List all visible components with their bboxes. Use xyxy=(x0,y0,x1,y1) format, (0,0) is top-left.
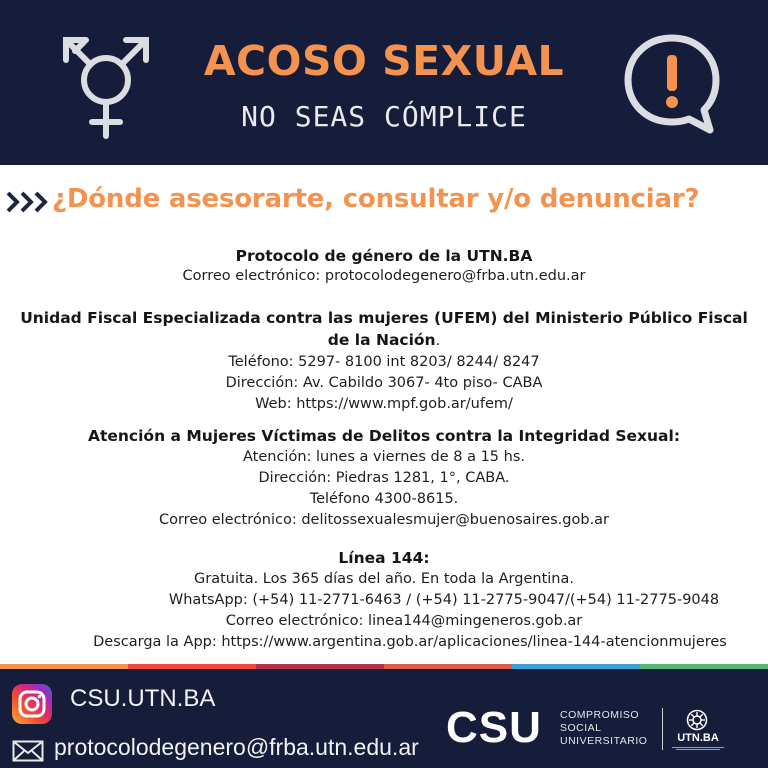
protocolo-email: Correo electrónico: protocolodegenero@frba.utn.edu.ar xyxy=(182,268,586,284)
footer-email[interactable]: protocolodegenero@frba.utn.edu.ar xyxy=(54,734,419,760)
triple-chevron-right-icon xyxy=(5,190,51,214)
ufem-title-line2-text: de la Nación xyxy=(327,331,436,349)
page-subtitle: NO SEAS CÓMPLICE xyxy=(241,100,527,133)
csu-tagline-line: UNIVERSITARIO xyxy=(560,735,648,747)
atencion-email: Correo electrónico: delitossexualesmujer@buenosaires.gob.ar xyxy=(158,512,610,528)
csu-tagline-line: SOCIAL xyxy=(560,722,602,734)
instagram-handle[interactable]: CSU.UTN.BA xyxy=(70,685,216,712)
header-banner xyxy=(0,0,768,165)
ufem-address: Dirección: Av. Cabildo 3067- 4to piso- CABA xyxy=(225,375,543,391)
ufem-web[interactable]: Web: https://www.mpf.gob.ar/ufem/ xyxy=(255,396,513,412)
exclamation-speech-bubble-icon xyxy=(622,30,722,136)
question-heading: ¿Dónde asesorarte, consultar y/o denunciar? xyxy=(52,184,700,214)
atencion-title: Atención a Mujeres Víctimas de Delitos contra la Integridad Sexual: xyxy=(87,427,681,445)
ufem-title-line1: Unidad Fiscal Especializada contra las mujeres (UFEM) del Ministerio Público Fiscal xyxy=(20,309,748,327)
page-title: ACOSO SEXUAL xyxy=(203,37,565,85)
linea144-whatsapp: WhatsApp: (+54) 11-2771-6463 / (+54) 11-2775-9047/(+54) 11-2775-9048 xyxy=(168,592,720,608)
utn-seal-icon xyxy=(686,709,708,731)
atencion-address: Dirección: Piedras 1281, 1°, CABA. xyxy=(258,470,510,486)
atencion-hours: Atención: lunes a viernes de 8 a 15 hs. xyxy=(243,449,525,465)
instagram-icon[interactable] xyxy=(12,684,52,724)
csu-logo: CSU xyxy=(446,703,542,752)
linea144-app[interactable]: Descarga la App: https://www.argentina.gob.ar/aplicaciones/linea-144-atencionmujeres xyxy=(93,634,727,650)
linea144-email: Correo electrónico: linea144@mingeneros.gob.ar xyxy=(225,613,583,629)
ufem-title-line2 xyxy=(0,330,768,351)
mail-icon xyxy=(12,740,44,762)
csu-tagline-line: COMPROMISO xyxy=(560,709,640,721)
logo-divider xyxy=(662,708,663,750)
linea144-title: Línea 144: xyxy=(338,549,430,567)
csu-tagline xyxy=(560,709,647,748)
protocolo-title: Protocolo de género de la UTN.BA xyxy=(235,247,533,265)
ufem-title-suffix: . xyxy=(435,333,441,349)
ufem-phone: Teléfono: 5297- 8100 int 8203/ 8244/ 8247 xyxy=(228,354,540,370)
linea144-free: Gratuita. Los 365 días del año. En toda la Argentina. xyxy=(194,571,574,587)
atencion-phone: Teléfono 4300-8615. xyxy=(309,491,459,507)
utn-logo-text: UTN.BA xyxy=(677,732,719,744)
utn-fine-print xyxy=(670,746,726,751)
